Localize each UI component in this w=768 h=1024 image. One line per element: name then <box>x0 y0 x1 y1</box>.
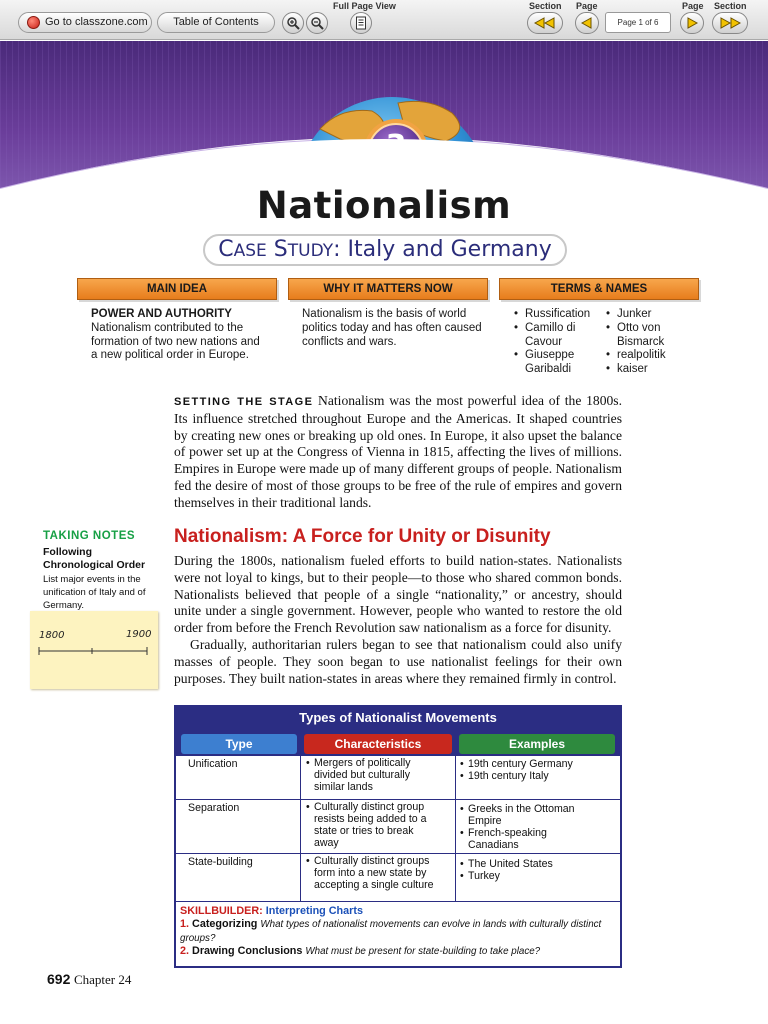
chapter-banner <box>0 41 768 201</box>
row-divider <box>176 799 620 800</box>
chapter-number: 3 <box>385 129 407 164</box>
question-number: 2. <box>180 945 190 958</box>
page-label-left: Page <box>576 1 598 11</box>
table-cell-examples <box>460 758 616 782</box>
zoom-out-icon <box>310 16 324 30</box>
row-divider <box>176 901 620 902</box>
section-label-left: Section <box>529 1 562 11</box>
term-item: • Junker <box>605 308 695 322</box>
question-label: Categorizing <box>192 918 258 931</box>
table-cell-characteristics <box>306 801 430 849</box>
skillbuilder-title: Interpreting Charts <box>265 905 363 917</box>
nationalist-movements-table <box>174 705 622 968</box>
previous-section-button[interactable] <box>527 12 563 34</box>
example-item: • Turkey <box>460 870 616 882</box>
header-examples: Examples <box>459 734 615 754</box>
characteristic-item: • Mergers of politically divided but culturally similar lands <box>306 757 426 793</box>
main-idea-text: Nationalism contributed to the formation of two new nations and a new political order in Europe. <box>91 321 260 362</box>
terms-column-2 <box>605 308 695 377</box>
terms-names-header: TERMS & NAMES <box>499 278 699 300</box>
header-type: Type <box>181 734 297 754</box>
table-cell-type: Unification <box>188 758 238 770</box>
page-title: Nationalism <box>256 184 512 227</box>
table-cell-type: State-building <box>188 856 253 868</box>
question-text: What types of nationalist movements can evolve in lands with culturally distinct groups? <box>180 919 602 944</box>
case-study-s: S <box>266 237 288 262</box>
question-label: Drawing Conclusions <box>192 945 303 958</box>
example-item: • 19th century Germany <box>460 758 616 770</box>
previous-page-button[interactable] <box>575 12 599 34</box>
main-idea-header: MAIN IDEA <box>77 278 277 300</box>
term-item: • Camillo di Cavour <box>513 322 607 350</box>
next-section-button[interactable] <box>712 12 748 34</box>
term-item: • realpolitik <box>605 349 695 363</box>
characteristic-item: • Culturally distinct groups form into a new state by accepting a single culture <box>306 855 442 891</box>
example-item: • Greeks in the Ottoman Empire <box>460 803 586 827</box>
section-heading: Nationalism: A Force for Unity or Disunity <box>174 526 551 547</box>
left-arrow-icon <box>581 17 593 29</box>
next-page-button[interactable] <box>680 12 704 34</box>
body-paragraph-1: During the 1800s, nationalism fueled efforts to build nation-states. Nationalists were not loyal to kings, but to their people—to those who shared common bonds. Nationalists believed that people of a single “nationality,” or ancestry, should unite under a single government. However, people who wanted to restore the old order from before the French Revolution saw nationalism as a force for disunity. <box>174 553 622 636</box>
page-footer <box>47 971 131 988</box>
question-text: What must be present for state-building to take place? <box>305 946 541 958</box>
page-label-right: Page <box>682 1 704 11</box>
toolbar <box>0 0 768 40</box>
page-icon <box>355 16 367 30</box>
right-arrow-icon <box>686 17 698 29</box>
timeline-line <box>30 611 158 689</box>
setting-the-stage-label: SETTING THE STAGE <box>174 396 314 408</box>
page-indicator <box>605 12 671 33</box>
why-it-matters-header: WHY IT MATTERS NOW <box>288 278 488 300</box>
example-item: • The United States <box>460 858 616 870</box>
full-page-view-label: Full Page View <box>333 1 396 11</box>
globe-icon <box>27 16 40 29</box>
question-number: 1. <box>180 918 190 931</box>
case-study-s-rest: TUDY <box>287 241 334 261</box>
case-study-c: C <box>218 237 234 262</box>
table-cell-characteristics <box>306 855 442 891</box>
skillbuilder-label: SKILLBUILDER: <box>180 905 263 917</box>
setting-the-stage-text: Nationalism was the most powerful idea of the 1800s. Its influence stretched throughout Europe and the Americas. It shaped countries by creating new ones or breaking up old ones. In Europe, it also upset the balance of power set up at the Congress of Vienna in 1815, affecting the lives of millions. Empires in Europe were made up of many different groups of people. Nationalism fed the desire of most of those groups to be free of the rule of empires and govern themselves in their traditional lands. <box>174 393 622 510</box>
characteristic-item: • Culturally distinct group resists being added to a state or tries to break away <box>306 801 430 849</box>
section-label-right: Section <box>714 1 747 11</box>
term-item: • Russification <box>513 308 607 322</box>
table-of-contents-label: Table of Contents <box>173 16 259 28</box>
double-right-arrow-icon <box>719 17 741 29</box>
term-item: • Otto von Bismarck <box>605 322 695 350</box>
case-study-subtitle: : Italy and Germany <box>333 237 552 262</box>
setting-the-stage-paragraph <box>174 393 622 512</box>
term-item: • Giuseppe Garibaldi <box>513 349 607 377</box>
table-cell-examples <box>460 858 616 882</box>
goto-classzone-label: Go to classzone.com <box>45 16 148 28</box>
chapter-label: Chapter 24 <box>73 972 132 987</box>
banner-graphic <box>0 41 768 201</box>
goto-classzone-button[interactable] <box>18 12 152 33</box>
header-characteristics: Characteristics <box>304 734 452 754</box>
why-it-matters-body <box>302 308 482 349</box>
why-it-matters-text: Nationalism is the basis of world politics today and has often caused conflicts and wars. <box>302 308 482 348</box>
timeline-end: 1900 <box>126 629 152 640</box>
table-cell-examples <box>460 803 586 851</box>
column-divider <box>300 756 301 902</box>
taking-notes-text: List major events in the unification of Italy and of Germany. <box>43 573 146 612</box>
taking-notes-instructions <box>43 546 161 612</box>
full-page-view-button[interactable] <box>350 12 372 34</box>
case-study-heading <box>203 234 567 266</box>
table-cell-characteristics <box>306 757 426 793</box>
page-indicator-text: Page 1 of 6 <box>617 18 659 27</box>
column-divider <box>455 756 456 902</box>
main-idea-subhead: POWER AND AUTHORITY <box>91 308 232 320</box>
terms-column-1 <box>513 308 607 377</box>
term-item: • kaiser <box>605 363 695 377</box>
double-left-arrow-icon <box>534 17 556 29</box>
body-paragraph-2: Gradually, authoritarian rulers began to see that nationalism could also unify masses of people. They soon began to use nationalist feelings for their own purposes. They built nation-states in areas where they remained firmly in control. <box>174 637 622 686</box>
timeline-note <box>30 611 158 689</box>
row-divider <box>176 853 620 854</box>
zoom-in-button[interactable] <box>282 12 304 34</box>
table-cell-type: Separation <box>188 802 240 814</box>
zoom-in-icon <box>286 16 300 30</box>
table-of-contents-button[interactable] <box>157 12 275 33</box>
example-item: • 19th century Italy <box>460 770 616 782</box>
table-title: Types of Nationalist Movements <box>176 707 620 730</box>
example-item: • French-speaking Canadians <box>460 827 586 851</box>
main-idea-body <box>91 308 269 363</box>
taking-notes-header: TAKING NOTES <box>43 530 136 542</box>
zoom-out-button[interactable] <box>306 12 328 34</box>
taking-notes-bold: Following Chronological Order <box>43 546 146 572</box>
timeline-start: 1800 <box>39 630 65 641</box>
skillbuilder <box>180 905 618 959</box>
page-number: 692 <box>47 971 71 987</box>
case-study-c-rest: ASE <box>233 241 267 261</box>
